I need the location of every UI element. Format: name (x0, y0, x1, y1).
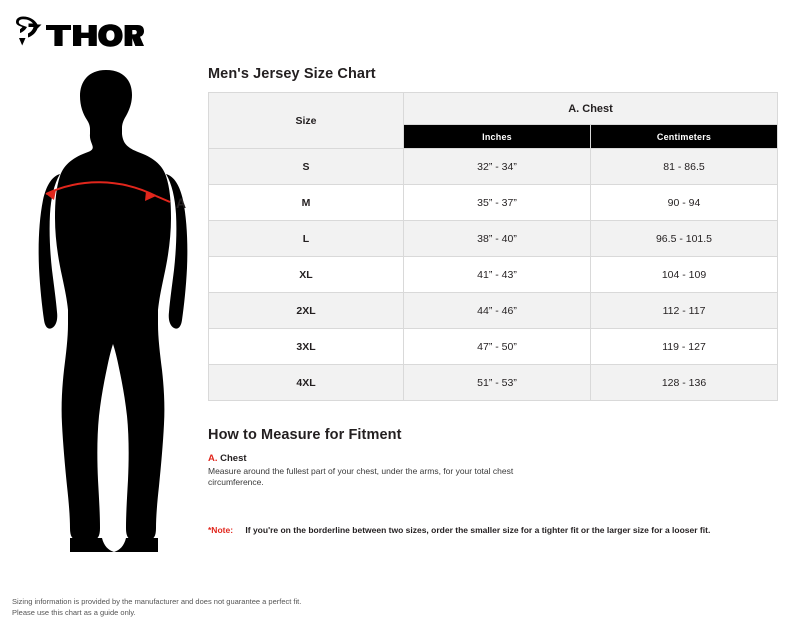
table-row (209, 293, 778, 329)
main-content (208, 66, 780, 535)
table-row (209, 257, 778, 293)
how-to-measure-section (208, 427, 780, 535)
table-row (209, 185, 778, 221)
row-inches: 32” - 34” (404, 149, 591, 185)
footer-line-2: Please use this chart as a guide only. (12, 607, 136, 617)
row-centimeters: 112 - 117 (591, 293, 778, 329)
row-inches: 51” - 53” (404, 365, 591, 401)
row-centimeters: 104 - 109 (591, 257, 778, 293)
table-header-row (209, 93, 778, 125)
header-unit-centimeters: Centimeters (591, 125, 778, 149)
row-size: 3XL (209, 329, 404, 365)
measure-item-name: Chest (220, 453, 247, 464)
table-row (209, 149, 778, 185)
row-size: L (209, 221, 404, 257)
footer-line-1: Sizing information is provided by the manufacturer and does not guarantee a perfect fit. (12, 596, 302, 606)
table-row (209, 329, 778, 365)
measure-item-letter: A. (208, 453, 218, 464)
row-centimeters: 96.5 - 101.5 (591, 221, 778, 257)
row-inches: 38” - 40” (404, 221, 591, 257)
row-size: XL (209, 257, 404, 293)
footer-disclaimer (12, 596, 301, 619)
table-row (209, 221, 778, 257)
row-centimeters: 119 - 127 (591, 329, 778, 365)
thor-logo (14, 16, 144, 50)
row-inches: 41” - 43” (404, 257, 591, 293)
how-to-title: How to Measure for Fitment (208, 427, 402, 443)
size-chart-table (208, 92, 778, 401)
table-row (209, 365, 778, 401)
note-text: If you're on the borderline between two sizes, order the smaller size for a tighter fit or the larger size for a looser fit. (245, 524, 711, 535)
measure-item-text: Measure around the fullest part of your chest, under the arms, for your total chest circumference. (208, 466, 514, 488)
row-centimeters: 81 - 86.5 (591, 149, 778, 185)
male-torso-silhouette-icon (10, 62, 200, 552)
page-title: Men's Jersey Size Chart (208, 66, 376, 82)
row-inches: 44” - 46” (404, 293, 591, 329)
note-row (208, 525, 780, 535)
row-centimeters: 128 - 136 (591, 365, 778, 401)
thor-logo-svg (14, 16, 144, 50)
row-size: 4XL (209, 365, 404, 401)
row-size: 2XL (209, 293, 404, 329)
row-centimeters: 90 - 94 (591, 185, 778, 221)
row-inches: 47” - 50” (404, 329, 591, 365)
measurement-figure (10, 62, 200, 552)
header-chest-group: A. Chest (404, 93, 778, 125)
figure-marker-a: A (176, 195, 187, 211)
header-size: Size (209, 93, 404, 149)
note-tag: *Note: (208, 524, 234, 535)
row-size: S (209, 149, 404, 185)
measure-item-label (208, 453, 780, 464)
row-inches: 35” - 37” (404, 185, 591, 221)
header-unit-inches: Inches (404, 125, 591, 149)
row-size: M (209, 185, 404, 221)
